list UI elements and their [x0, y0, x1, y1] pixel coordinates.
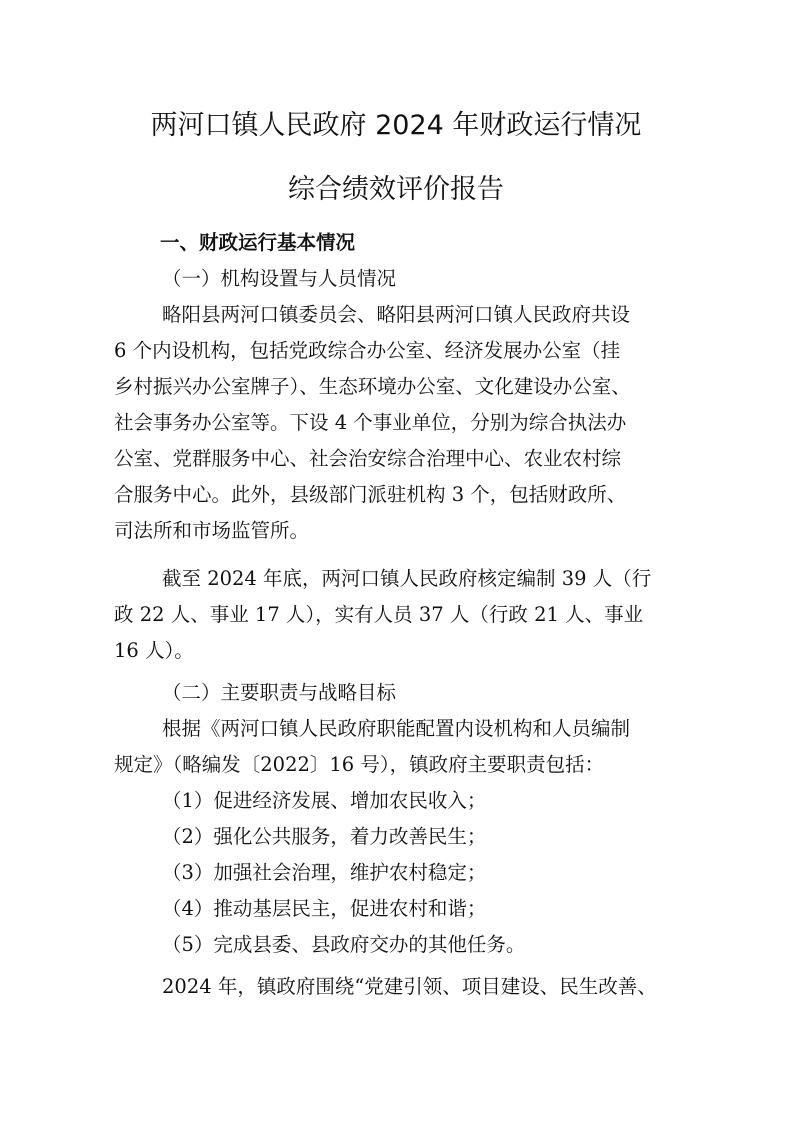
section-heading-1: 一、财政运行基本情况 [160, 231, 356, 254]
duty-list-item: （5）完成县委、县政府交办的其他任务。 [162, 933, 526, 956]
document-title-line-1: 两河口镇人民政府 2024 年财政运行情况 [150, 110, 642, 141]
paragraph-line: 6 个内设机构，包括党政综合办公室、经济发展办公室（挂 [114, 339, 621, 362]
duty-list-item: （2）强化公共服务，着力改善民生； [162, 825, 487, 848]
paragraph-line: 政 22 人、事业 17 人），实有人员 37 人（行政 21 人、事业 [114, 603, 644, 626]
duty-list-item: （4）推动基层民主，促进农村和谐； [162, 897, 487, 920]
paragraph-line: 乡村振兴办公室牌子）、生态环境办公室、文化建设办公室、 [114, 375, 631, 398]
duty-list-item: （3）加强社会治理，维护农村稳定； [162, 861, 487, 884]
paragraph-line: 司法所和市场监管所。 [114, 519, 310, 542]
paragraph-line: 规定》（略编发〔2022〕16 号），镇政府主要职责包括： [114, 753, 605, 776]
paragraph-line: 社会事务办公室等。下设 4 个事业单位，分别为综合执法办 [114, 411, 627, 434]
document-title-line-2: 综合绩效评价报告 [288, 174, 504, 205]
paragraph-line: 2024 年，镇政府围绕“党建引领、项目建设、民生改善、 [162, 975, 657, 998]
paragraph-line: 略阳县两河口镇委员会、略阳县两河口镇人民政府共设 [162, 303, 631, 326]
paragraph-line: 合服务中心。此外，县级部门派驻机构 3 个，包括财政所、 [114, 483, 627, 506]
subsection-heading-2: （二）主要职责与战略目标 [162, 681, 397, 704]
paragraph-line: 截至 2024 年底，两河口镇人民政府核定编制 39 人（行 [162, 567, 652, 590]
subsection-heading-1: （一）机构设置与人员情况 [162, 267, 397, 290]
paragraph-line: 公室、党群服务中心、社会治安综合治理中心、农业农村综 [114, 447, 622, 470]
paragraph-line: 16 人）。 [114, 639, 194, 662]
paragraph-line: 根据《两河口镇人民政府职能配置内设机构和人员编制 [162, 717, 631, 740]
duty-list-item: （1）促进经济发展、增加农民收入； [162, 789, 487, 812]
